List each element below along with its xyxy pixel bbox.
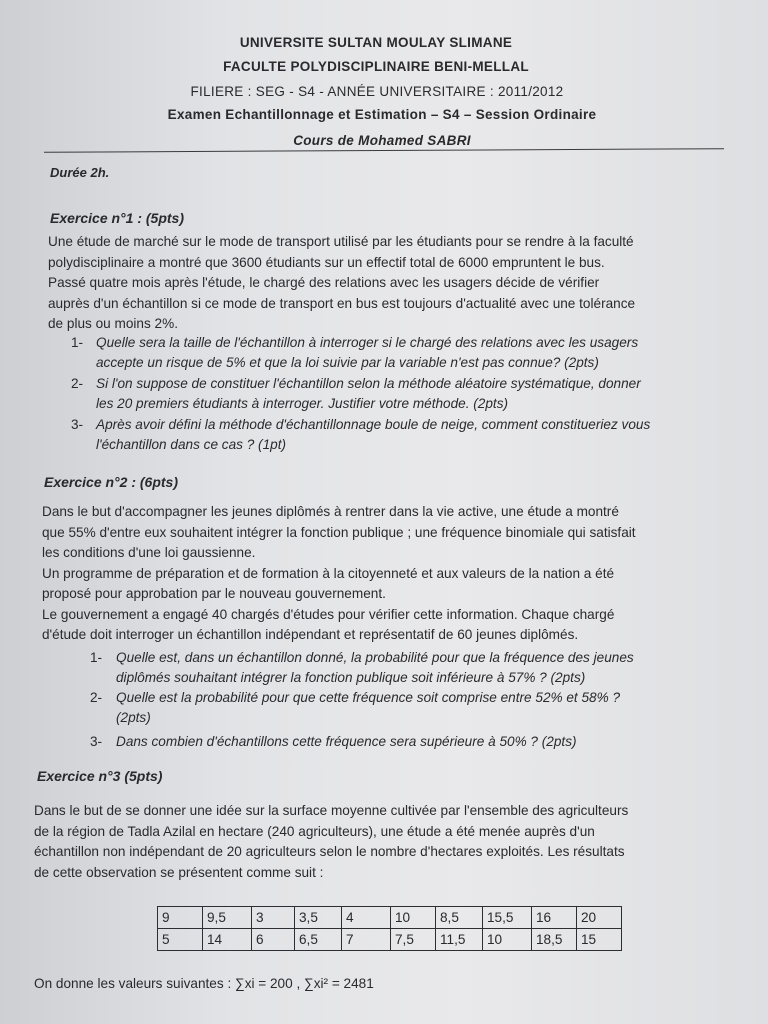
faculty-name: FACULTE POLYDISCIPLINAIRE BENI-MELLAL: [223, 59, 529, 74]
statement-line: polydisciplinaire a montré que 3600 étudiants sur un effectif total de 6000 empruntent le bus.: [48, 254, 605, 270]
exam-duration: Durée 2h.: [50, 165, 110, 180]
question-line: Quelle sera la taille de l'échantillon à interroger si le chargé des relations avec les usagers: [96, 335, 639, 350]
question-number: 2-: [71, 376, 84, 391]
statement-line: de cette observation se présentent comme suit :: [34, 864, 324, 880]
statement-line: Dans le but d'accompagner les jeunes diplômés à rentrer dans la vie active, une étude a montré: [42, 504, 619, 519]
table-cell: 9: [158, 907, 203, 929]
statement-line: proposé pour approbation par le nouveau gouvernement.: [42, 586, 386, 601]
statement-line: échantillon non indépendant de 20 agriculteurs selon le nombre d'hectares exploités. Les résultats: [34, 844, 625, 859]
question-line: Quelle est la probabilité pour que cette fréquence soit comprise entre 52% et 58% ?: [116, 690, 621, 705]
statement-line: les conditions d'une loi gaussienne.: [42, 545, 256, 560]
statement-line: Dans le but de se donner une idée sur la surface moyenne cultivée par l'ensemble des agriculteurs: [34, 803, 629, 818]
given-values: On donne les valeurs suivantes : ∑xi = 200 , ∑xi² = 2481: [34, 976, 374, 991]
table-cell: 6,5: [295, 929, 342, 951]
question-number: 3-: [71, 417, 84, 432]
program-line: FILIERE : SEG - S4 - ANNÉE UNIVERSITAIRE : 2011/2012: [190, 84, 564, 99]
table-cell: 10: [391, 907, 436, 929]
statement-line: auprès d'un échantillon si ce mode de transport en bus est toujours d'actualité avec une tolérance: [48, 295, 636, 311]
exercise-3-title: Exercice n°3 (5pts): [37, 768, 163, 784]
question-line: Dans combien d'échantillons cette fréquence sera supérieure à 50% ? (2pts): [116, 734, 577, 749]
table-cell: 8,5: [436, 907, 483, 929]
data-table: [157, 906, 622, 951]
table-cell: 3: [252, 907, 295, 929]
table-cell: 18,5: [532, 929, 577, 951]
exercise-1-question-3: [71, 415, 731, 455]
table-row: [158, 929, 622, 951]
table-cell: 14: [203, 929, 252, 951]
question-number: 1-: [90, 650, 103, 665]
table-cell: 9,5: [203, 907, 252, 929]
table-cell: 7,5: [391, 929, 436, 951]
question-number: 2-: [90, 690, 103, 705]
exercise-3-statement: [34, 801, 744, 883]
exercise-1-statement: [48, 232, 728, 335]
statement-line: de plus ou moins 2%.: [48, 316, 178, 331]
table-cell: 3,5: [295, 907, 342, 929]
table-cell: 5: [158, 929, 203, 951]
question-line: accepte un risque de 5% et que la loi suivie par la variable n'est pas connue? (2pts): [96, 355, 599, 370]
table-cell: 20: [577, 907, 622, 929]
statement-line: de la région de Tadla Azilal en hectare (240 agriculteurs), une étude a été menée auprès d'un: [34, 823, 595, 839]
question-line: l'échantillon dans ce cas ? (1pt): [96, 437, 286, 452]
statement-line: Une étude de marché sur le mode de transport utilisé par les étudiants pour se rendre à la faculté: [48, 234, 634, 249]
exercise-1-title: Exercice n°1 : (5pts): [50, 210, 184, 226]
question-line: les 20 premiers étudiants à interroger. Justifier votre méthode. (2pts): [96, 396, 509, 411]
table-cell: 10: [483, 929, 532, 951]
exercise-1-question-2: [71, 374, 731, 414]
question-line: Si l'on suppose de constituer l'échantillon selon la méthode aléatoire systématique, donner: [96, 376, 641, 391]
question-number: 1-: [71, 335, 84, 350]
course-line: Cours de Mohamed SABRI: [293, 133, 471, 148]
university-name: UNIVERSITE SULTAN MOULAY SLIMANE: [239, 35, 513, 50]
question-number: 3-: [90, 734, 103, 749]
statement-line: Un programme de préparation et de formation à la citoyenneté et aux valeurs de la nation a été: [42, 565, 615, 581]
table-cell: 6: [252, 929, 295, 951]
exam-title: Examen Echantillonnage et Estimation – S4 – Session Ordinaire: [167, 107, 597, 122]
exercise-2-question-3: [90, 732, 740, 752]
statement-line: Le gouvernement a engagé 40 chargés d'études pour vérifier cette information. Chaque chargé: [42, 606, 615, 622]
table-cell: 15,5: [483, 907, 532, 929]
statement-line: que 55% d'entre eux souhaitent intégrer la fonction publique ; une fréquence binomiale qui satisfait: [42, 524, 636, 540]
statement-line: Passé quatre mois après l'étude, le chargé des relations avec les usagers décide de vérifier: [48, 275, 600, 290]
header-divider: [44, 148, 724, 153]
question-line: diplômés souhaitant intégrer la fonction publique soit inférieure à 57% ? (2pts): [116, 670, 586, 685]
table-cell: 4: [342, 907, 391, 929]
exercise-2-question-2: [90, 688, 740, 728]
table-cell: 11,5: [436, 929, 483, 951]
statement-line: d'étude doit interroger un échantillon indépendant et représentatif de 60 jeunes diplômés.: [42, 627, 579, 642]
question-line: Quelle est, dans un échantillon donné, la probabilité pour que la fréquence des jeunes: [116, 650, 634, 665]
exercise-1-question-1: [71, 333, 731, 373]
exercise-2-question-1: [90, 648, 740, 688]
exercise-2-title: Exercice n°2 : (6pts): [44, 474, 178, 490]
question-line: Après avoir défini la méthode d'échantillonnage boule de neige, comment constitueriez vous: [96, 417, 651, 432]
table-cell: 16: [532, 907, 577, 929]
exercise-2-statement: [42, 502, 732, 646]
table-row: [158, 907, 622, 929]
table-cell: 7: [342, 929, 391, 951]
question-line: (2pts): [116, 710, 151, 725]
table-cell: 15: [577, 929, 622, 951]
